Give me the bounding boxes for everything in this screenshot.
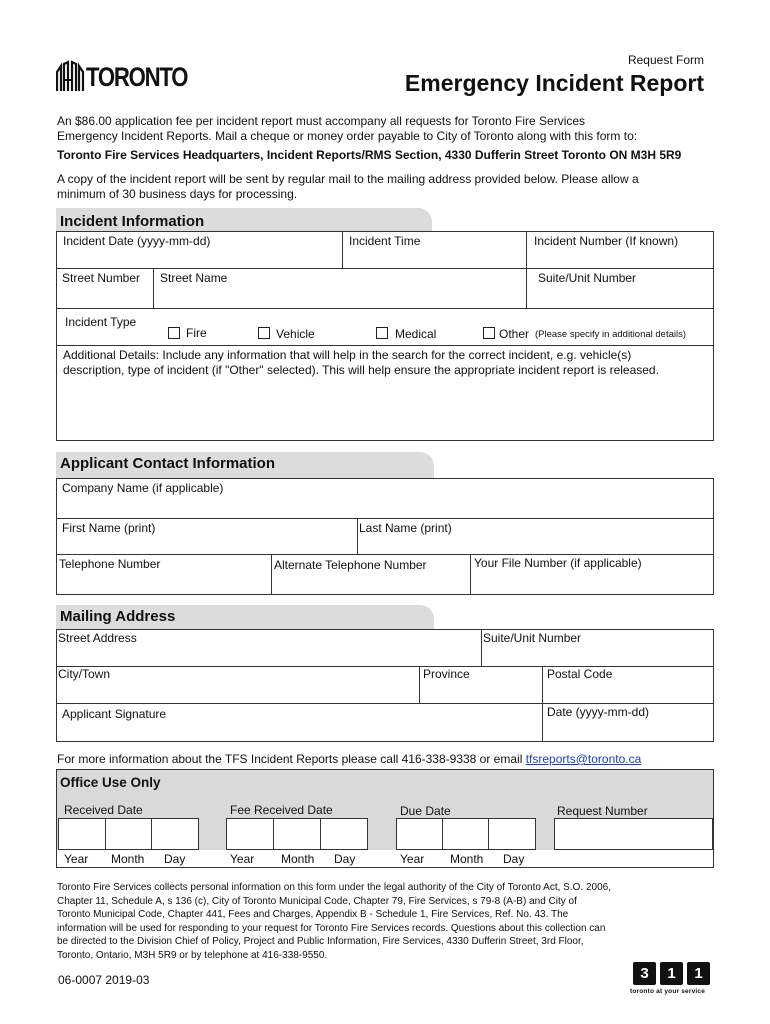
received-month-cell[interactable] xyxy=(105,818,152,850)
medical-checkbox[interactable] xyxy=(376,327,388,339)
mailing-suite-field[interactable]: Suite/Unit Number xyxy=(483,631,582,645)
applicant-section-heading: Applicant Contact Information xyxy=(56,452,434,478)
postal-code-field[interactable]: Postal Code xyxy=(547,667,613,681)
logo-wordmark: TORONTO xyxy=(86,62,188,92)
street-address-field[interactable]: Street Address xyxy=(58,631,137,645)
details-instructions-line-2: description, type of incident (if "Other" selected). This will help ensure the appropriate incident report is released. xyxy=(63,363,659,377)
due-month-cell[interactable] xyxy=(442,818,489,850)
incident-date-field[interactable]: Incident Date (yyyy-mm-dd) xyxy=(63,234,211,248)
medical-option-label: Medical xyxy=(395,327,437,341)
fee-month-cell[interactable] xyxy=(273,818,321,850)
received-date-label: Received Date xyxy=(64,803,143,817)
city-field[interactable]: City/Town xyxy=(58,667,111,681)
file-number-field[interactable]: Your File Number (if applicable) xyxy=(474,556,642,570)
incident-suite-field[interactable]: Suite/Unit Number xyxy=(538,271,637,285)
request-form-label: Request Form xyxy=(627,53,704,67)
received-month-caption: Month xyxy=(111,852,145,866)
other-option-note: (Please specify in additional details) xyxy=(535,329,687,340)
other-option-label: Other xyxy=(499,327,530,341)
page-title: Emergency Incident Report xyxy=(404,70,704,96)
logo-311-digit-3: 1 xyxy=(687,962,710,985)
signature-date-field[interactable]: Date (yyyy-mm-dd) xyxy=(547,705,650,719)
received-year-caption: Year xyxy=(64,852,89,866)
due-day-cell[interactable] xyxy=(488,818,536,850)
due-day-caption: Day xyxy=(503,852,525,866)
other-checkbox[interactable] xyxy=(483,327,495,339)
fee-day-caption: Day xyxy=(334,852,356,866)
incident-number-field[interactable]: Incident Number (If known) xyxy=(534,234,679,248)
incident-section-heading: Incident Information xyxy=(56,208,432,232)
fire-checkbox[interactable] xyxy=(168,327,180,339)
alt-telephone-field[interactable]: Alternate Telephone Number xyxy=(274,558,427,572)
more-info-line xyxy=(57,752,641,766)
received-day-cell[interactable] xyxy=(151,818,199,850)
request-number-cell[interactable] xyxy=(554,818,713,850)
due-year-cell[interactable] xyxy=(396,818,443,850)
company-name-field[interactable]: Company Name (if applicable) xyxy=(62,481,224,495)
fire-option-label: Fire xyxy=(186,326,207,340)
more-info-text: For more information about the TFS Incident Reports please call 416-338-9338 or email xyxy=(57,752,523,766)
logo-311 xyxy=(630,962,716,998)
mailing-section xyxy=(56,629,714,742)
street-name-field[interactable]: Street Name xyxy=(160,271,228,285)
first-name-field[interactable]: First Name (print) xyxy=(62,521,156,535)
applicant-section xyxy=(56,478,714,595)
fee-year-caption: Year xyxy=(230,852,255,866)
office-use-heading: Office Use Only xyxy=(60,775,161,790)
date-caption-strip xyxy=(57,850,713,867)
incident-type-label: Incident Type xyxy=(65,315,137,329)
province-field[interactable]: Province xyxy=(423,667,470,681)
intro-line-1: An $86.00 application fee per incident report must accompany all requests for Toronto Fire Services xyxy=(57,114,586,128)
intro-line-2: Emergency Incident Reports. Mail a cheque or money order payable to City of Toronto along with this form to: xyxy=(57,129,638,143)
copy-note-line-2: minimum of 30 business days for processing. xyxy=(57,187,298,201)
mailing-section-heading: Mailing Address xyxy=(56,605,434,629)
toronto-logo xyxy=(56,60,188,94)
logo-311-digit-1: 3 xyxy=(633,962,656,985)
vehicle-option-label: Vehicle xyxy=(276,327,315,341)
received-day-caption: Day xyxy=(164,852,186,866)
city-hall-icon xyxy=(56,60,86,92)
vehicle-checkbox[interactable] xyxy=(258,327,270,339)
received-year-cell[interactable] xyxy=(58,818,106,850)
fee-year-cell[interactable] xyxy=(226,818,274,850)
hq-address: Toronto Fire Services Headquarters, Incident Reports/RMS Section, 4330 Dufferin Street Toronto ON M3H 5R9 xyxy=(57,148,682,162)
last-name-field[interactable]: Last Name (print) xyxy=(359,521,452,535)
fee-month-caption: Month xyxy=(281,852,315,866)
street-number-field[interactable]: Street Number xyxy=(62,271,141,285)
form-number: 06-0007 2019-03 xyxy=(58,973,150,987)
copy-note-line-1: A copy of the incident report will be sent by regular mail to the mailing address provided below. Please allow a xyxy=(57,172,639,186)
telephone-field[interactable]: Telephone Number xyxy=(59,557,161,571)
due-year-caption: Year xyxy=(400,852,425,866)
incident-time-field[interactable]: Incident Time xyxy=(349,234,421,248)
due-date-label: Due Date xyxy=(400,804,451,818)
privacy-notice: Toronto Fire Services collects personal information on this form under the legal authority of the City of Toronto Act, S.O. 2006, Chapter 11, Schedule A, s 136 (c), City of Toronto Municipal Code, Chapter 79, Fire Services, s 79-8 (A-B) and City of Toronto Municipal Code, Chapter 441, Fees and Charges, Appendix B - Schedule 1, Fire Services, Ref. No. 43. The information will be used for responding to your request for Toronto Fire Services records. Questions about this collection can be directed to the Division Chief of Policy, Project and Public Information, Fire Services, 4330 Dufferin Street, 3rd Floor, Toronto, Ontario, M3H 5R9 or by telephone at 416-338-9550. xyxy=(57,882,611,961)
signature-field[interactable]: Applicant Signature xyxy=(62,707,167,721)
fee-received-date-label: Fee Received Date xyxy=(230,803,333,817)
due-month-caption: Month xyxy=(450,852,484,866)
fee-day-cell[interactable] xyxy=(320,818,368,850)
details-instructions-line-1: Additional Details: Include any information that will help in the search for the correct incident, e.g. vehicle(s) xyxy=(63,348,632,362)
logo-311-tagline: toronto at your service xyxy=(630,988,706,995)
logo-311-digit-2: 1 xyxy=(660,962,683,985)
email-link[interactable]: tfsreports@toronto.ca xyxy=(525,752,642,766)
request-number-label: Request Number xyxy=(557,804,648,818)
